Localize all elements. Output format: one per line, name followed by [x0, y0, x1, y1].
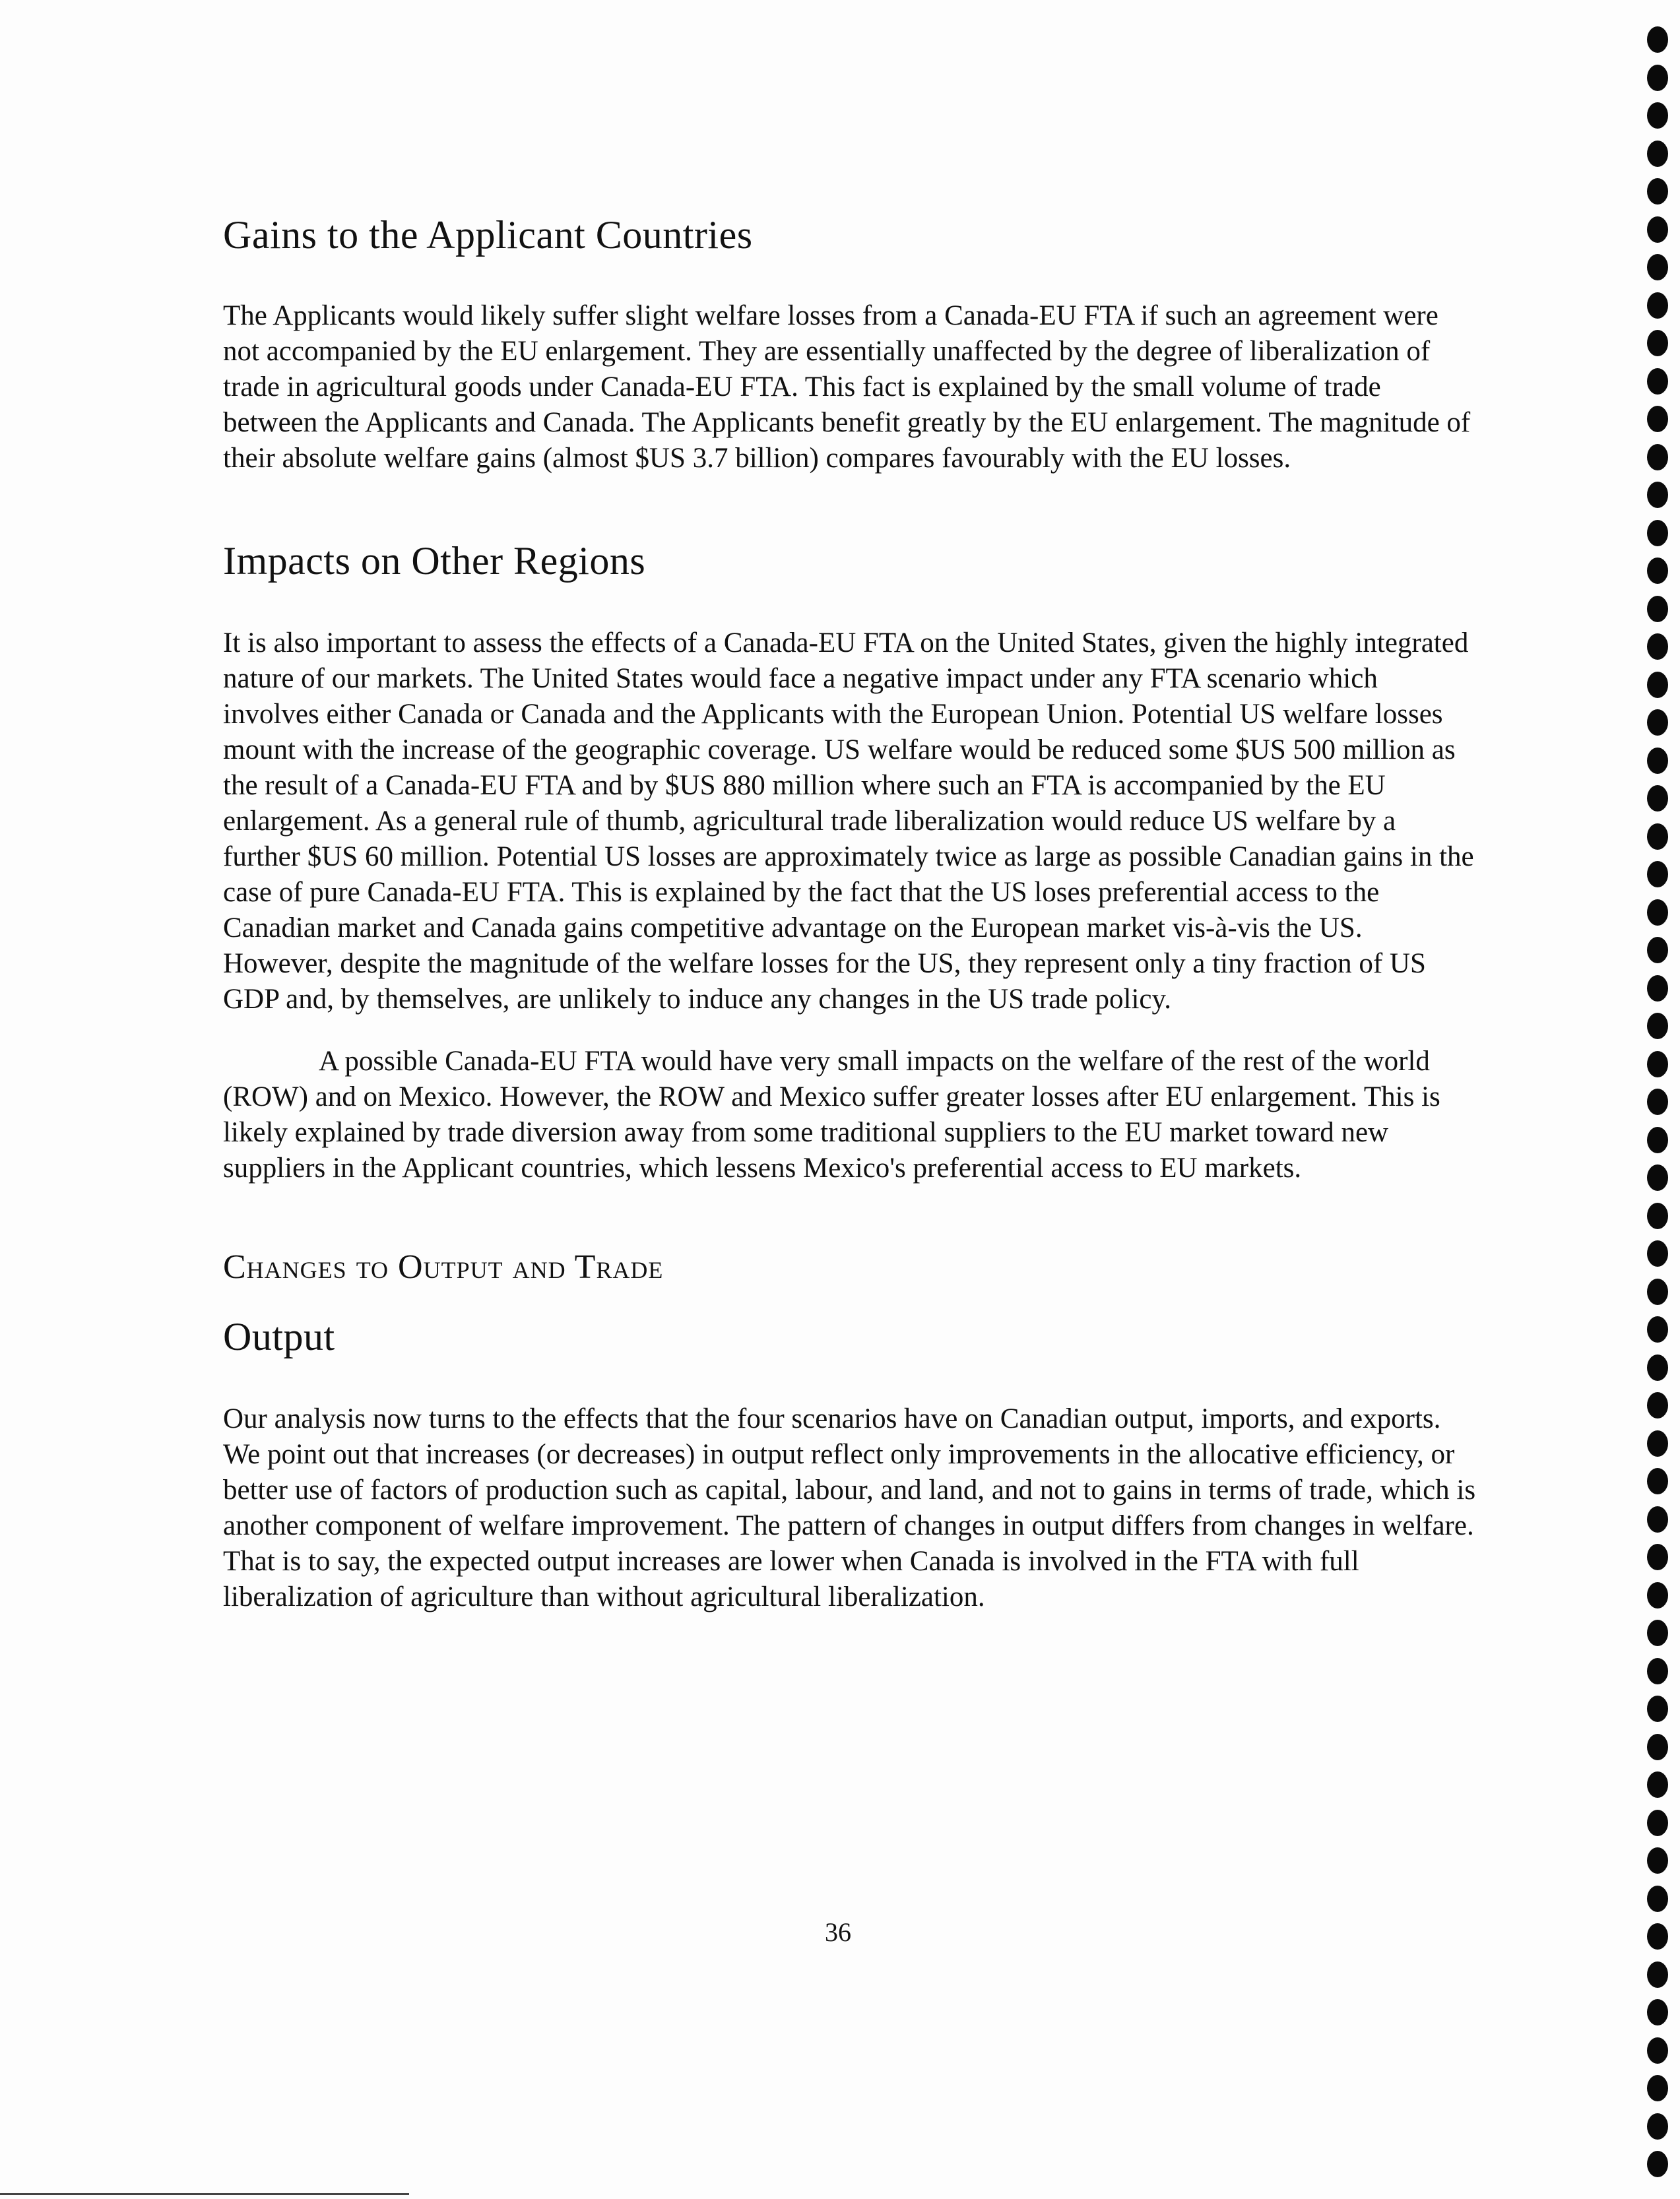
binding-hole: [1647, 254, 1668, 280]
binding-hole: [1647, 1620, 1668, 1646]
binding-hole: [1647, 748, 1668, 774]
binding-hole: [1647, 1771, 1668, 1798]
section-heading-gains-applicant: Gains to the Applicant Countries: [223, 213, 753, 257]
binding-hole: [1647, 368, 1668, 395]
binding-hole: [1647, 596, 1668, 622]
binding-hole: [1647, 785, 1668, 812]
binding-hole: [1647, 2037, 1668, 2064]
binding-hole: [1647, 1961, 1668, 1988]
binding-hole: [1647, 102, 1668, 129]
paragraph-gains-applicant: The Applicants would likely suffer slight welfare losses from a Canada-EU FTA if such an agreement were not accompanied by the EU enlargement. They are essentially unaffected by the degree of liberalization of trade in agricultural goods under Canada-EU FTA. This fact is explained by the small volume of trade between the Applicants and Canada. The Applicants benefit greatly by the EU enlargement. The magnitude of their absolute welfare gains (almost $US 3.7 billion) compares favourably with the EU losses.: [223, 300, 1471, 474]
binding-hole: [1647, 1506, 1668, 1533]
binding-hole: [1647, 1582, 1668, 1609]
binding-hole: [1647, 330, 1668, 356]
major-heading-changes-output-trade: Changes to Output and Trade: [223, 1248, 664, 1286]
binding-hole: [1647, 975, 1668, 1002]
binding-hole: [1647, 1658, 1668, 1684]
binding-hole: [1647, 292, 1668, 319]
binding-hole: [1647, 141, 1668, 167]
paragraph-impacts-us: It is also important to assess the effects of a Canada-EU FTA on the United States, given the highly integrated nature of our markets. The United States would face a negative impact under any FTA scenario which involves either Canada or Canada and the Applicants with the European Union. Potential US welfare losses mount with the increase of the geographic coverage. US welfare would be reduced some $US 500 million as the result of a Canada-EU FTA and by $US 880 million where such an FTA is accompanied by the EU enlargement. As a general rule of thumb, agricultural trade liberalization would reduce US welfare by a further $US 60 million. Potential US losses are approximately twice as large as possible Canadian gains in the case of pure Canada-EU FTA. This is explained by the fact that the US loses preferential access to the Canadian market and Canada gains competitive advantage on the European market vis-à-vis the US. However, despite the magnitude of the welfare losses for the US, they represent only a tiny fraction of US GDP and, by themselves, are unlikely to induce any changes in the US trade policy.: [223, 627, 1474, 1015]
page-content: [223, 198, 1477, 1615]
binding-hole: [1647, 520, 1668, 546]
binding-hole: [1647, 482, 1668, 508]
binding-hole: [1647, 1051, 1668, 1077]
binding-hole: [1647, 2113, 1668, 2140]
binding-hole: [1647, 1886, 1668, 1912]
binding-hole: [1647, 406, 1668, 432]
binding-hole: [1647, 178, 1668, 205]
binding-holes: [1640, 0, 1680, 2199]
binding-hole: [1647, 1847, 1668, 1874]
section-heading-impacts-other-regions: Impacts on Other Regions: [223, 539, 646, 583]
binding-hole: [1647, 1164, 1668, 1191]
binding-hole: [1647, 2075, 1668, 2101]
section-heading-output: Output: [223, 1315, 335, 1359]
paragraph-impacts-row-mexico: A possible Canada-EU FTA would have very small impacts on the welfare of the rest of the world (ROW) and on Mexico. However, the ROW and Mexico suffer greater losses after EU enlargement. This is likely explained by trade diversion away from some traditional suppliers to the EU market toward new suppliers in the Applicant countries, which lessens Mexico's preferential access to EU markets.: [223, 1046, 1440, 1184]
binding-hole: [1647, 1127, 1668, 1153]
binding-hole: [1647, 1013, 1668, 1039]
binding-hole: [1647, 1923, 1668, 1950]
scan-edge-line: [0, 2193, 409, 2195]
binding-hole: [1647, 1203, 1668, 1229]
binding-hole: [1647, 1999, 1668, 2025]
binding-hole: [1647, 216, 1668, 243]
binding-hole: [1647, 1734, 1668, 1760]
binding-hole: [1647, 672, 1668, 698]
binding-hole: [1647, 1279, 1668, 1305]
binding-hole: [1647, 2151, 1668, 2177]
binding-hole: [1647, 1544, 1668, 1570]
binding-hole: [1647, 1089, 1668, 1115]
binding-hole: [1647, 709, 1668, 736]
binding-hole: [1647, 1316, 1668, 1343]
binding-hole: [1647, 558, 1668, 584]
binding-hole: [1647, 1354, 1668, 1381]
binding-hole: [1647, 1240, 1668, 1267]
paragraph-output: Our analysis now turns to the effects that the four scenarios have on Canadian output, imports, and exports. We point out that increases (or decreases) in output reflect only improvements in the allocative efficiency, or better use of factors of production such as capital, labour, and land, and not to gains in terms of trade, which is another component of welfare improvement. The pattern of changes in output differs from changes in welfare. That is to say, the expected output increases are lower when Canada is involved in the FTA with full liberalization of agriculture than without agricultural liberalization.: [223, 1403, 1476, 1613]
binding-hole: [1647, 937, 1668, 963]
binding-hole: [1647, 633, 1668, 660]
binding-hole: [1647, 899, 1668, 926]
page-number: 36: [825, 1917, 851, 1947]
binding-hole: [1647, 1810, 1668, 1836]
binding-hole: [1647, 1430, 1668, 1457]
binding-hole: [1647, 1468, 1668, 1494]
binding-hole: [1647, 861, 1668, 887]
binding-hole: [1647, 444, 1668, 470]
binding-hole: [1647, 26, 1668, 53]
binding-hole: [1647, 823, 1668, 850]
binding-hole: [1647, 1696, 1668, 1722]
binding-hole: [1647, 1392, 1668, 1418]
binding-hole: [1647, 65, 1668, 91]
